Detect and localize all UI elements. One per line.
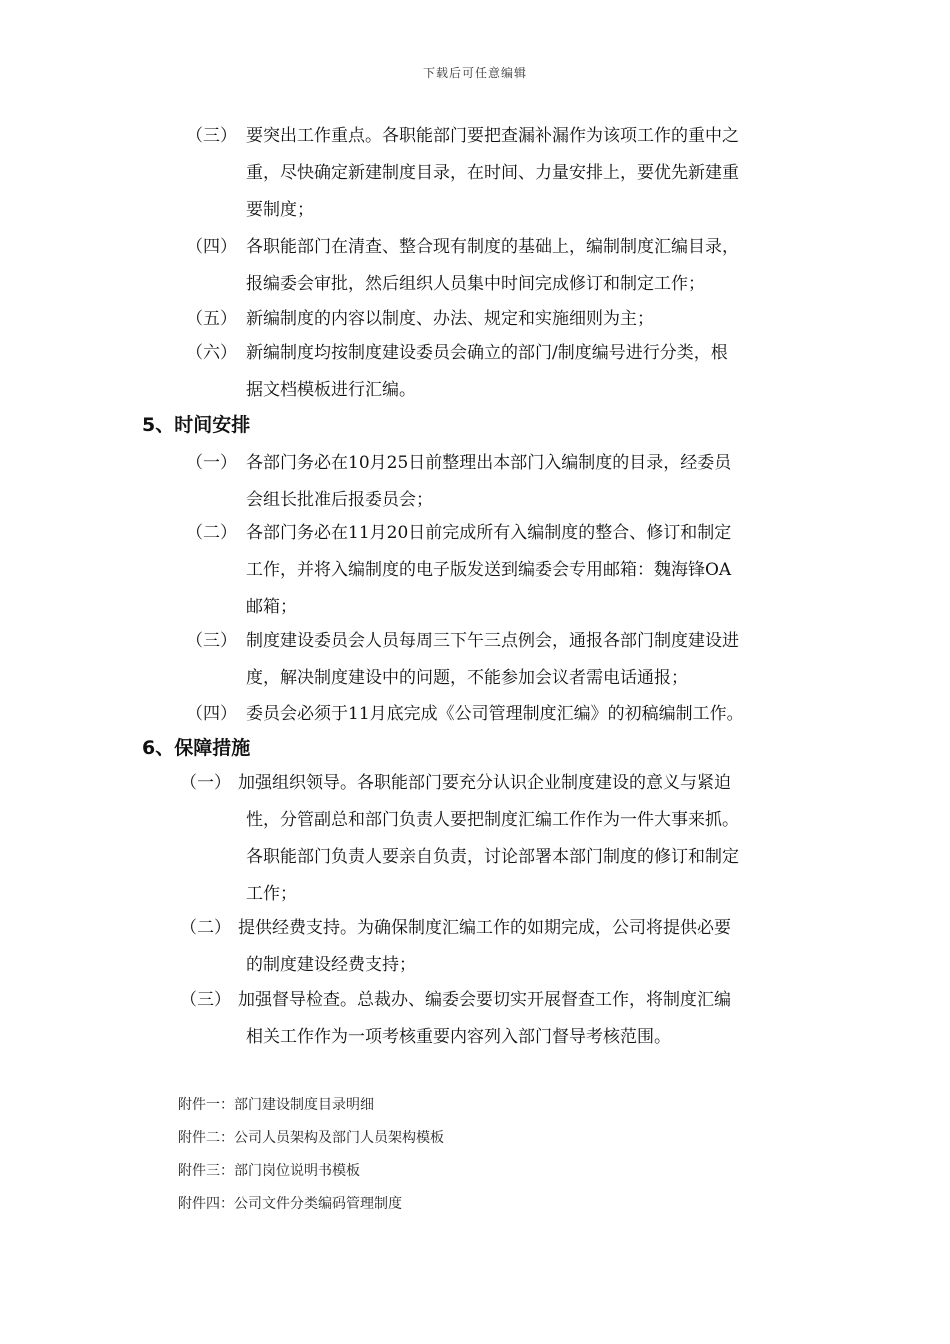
- attachment-item: 附件一：部门建设制度目录明细: [178, 1097, 374, 1113]
- item-line: 委员会必须于11月底完成《公司管理制度汇编》的初稿编制工作。: [246, 704, 744, 724]
- item-line: 提供经费支持。为确保制度汇编工作的如期完成，公司将提供必要: [238, 918, 731, 938]
- item-line: 各职能部门负责人要亲自负责，讨论部署本部门制度的修订和制定: [246, 847, 739, 867]
- item-marker: （三）: [180, 990, 231, 1010]
- attachment-item: 附件三：部门岗位说明书模板: [178, 1163, 360, 1179]
- item-line: 新编制度均按制度建设委员会确立的部门/制度编号进行分类，根: [246, 343, 728, 363]
- item-line: 要制度；: [246, 200, 314, 220]
- item-marker: （六）: [186, 343, 237, 363]
- item-line: 据文档模板进行汇编。: [246, 380, 416, 400]
- attachment-item: 附件二：公司人员架构及部门人员架构模板: [178, 1130, 444, 1146]
- item-marker: （五）: [186, 309, 237, 329]
- item-line: 工作；: [246, 884, 297, 904]
- item-marker: （二）: [180, 918, 231, 938]
- item-marker: （二）: [186, 523, 237, 543]
- item-marker: （四）: [186, 237, 237, 257]
- item-line: 新编制度的内容以制度、办法、规定和实施细则为主；: [246, 309, 654, 329]
- item-line: 邮箱；: [246, 597, 297, 617]
- item-line: 要突出工作重点。各职能部门要把查漏补漏作为该项工作的重中之: [246, 126, 739, 146]
- item-line: 会组长批准后报委员会；: [246, 490, 433, 510]
- attachment-item: 附件四：公司文件分类编码管理制度: [178, 1196, 402, 1212]
- section-heading: 6、保障措施: [142, 737, 251, 759]
- item-marker: （一）: [180, 773, 231, 793]
- item-line: 度，解决制度建设中的问题，不能参加会议者需电话通报；: [246, 668, 688, 688]
- item-line: 性，分管副总和部门负责人要把制度汇编工作作为一件大事来抓。: [246, 810, 739, 830]
- section-heading: 5、时间安排: [142, 414, 251, 436]
- item-line: 各职能部门在清查、整合现有制度的基础上，编制制度汇编目录，: [246, 237, 739, 257]
- item-line: 加强督导检查。总裁办、编委会要切实开展督查工作，将制度汇编: [238, 990, 731, 1010]
- page-header: 下载后可任意编辑: [422, 66, 527, 80]
- item-line: 报编委会审批，然后组织人员集中时间完成修订和制定工作；: [246, 274, 705, 294]
- item-marker: （四）: [186, 704, 237, 724]
- item-marker: （三）: [186, 631, 237, 651]
- item-line: 加强组织领导。各职能部门要充分认识企业制度建设的意义与紧迫: [238, 773, 731, 793]
- item-line: 各部门务必在11月20日前完成所有入编制度的整合、修订和制定: [246, 523, 732, 543]
- item-marker: （三）: [186, 126, 237, 146]
- item-line: 相关工作作为一项考核重要内容列入部门督导考核范围。: [246, 1027, 671, 1047]
- item-line: 工作，并将入编制度的电子版发送到编委会专用邮箱：魏海锋OA: [246, 560, 732, 580]
- item-marker: （一）: [186, 453, 237, 473]
- item-line: 重，尽快确定新建制度目录，在时间、力量安排上，要优先新建重: [246, 163, 739, 183]
- item-line: 制度建设委员会人员每周三下午三点例会，通报各部门制度建设进: [246, 631, 739, 651]
- item-line: 的制度建设经费支持；: [246, 955, 416, 975]
- item-line: 各部门务必在10月25日前整理出本部门入编制度的目录，经委员: [246, 453, 732, 473]
